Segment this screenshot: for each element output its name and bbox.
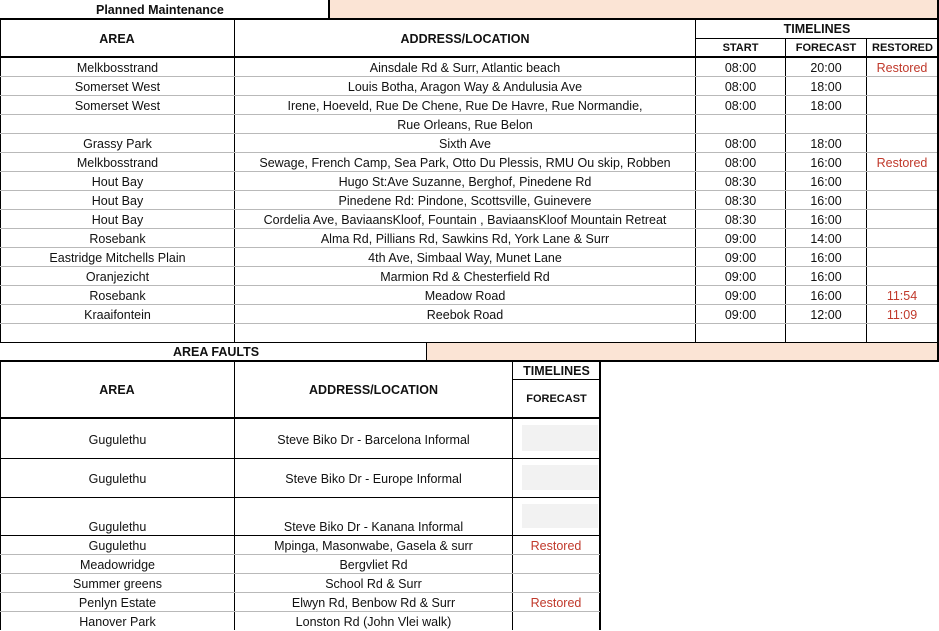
cell-address: Louis Botha, Aragon Way & Andulusia Ave	[347, 79, 583, 94]
cell-restored: Restored	[876, 60, 928, 75]
header-timelines: TIMELINES	[783, 22, 851, 36]
cell-area: Hout Bay	[91, 193, 144, 208]
fault-cell-address: Steve Biko Dr - Europe Informal	[285, 471, 462, 486]
cell-address: Rue Orleans, Rue Belon	[397, 117, 533, 132]
cell-forecast	[786, 115, 866, 134]
cell-forecast: 16:00	[810, 288, 842, 303]
cell-address: Sixth Ave	[439, 136, 491, 151]
fault-cell-address: Steve Biko Dr - Barcelona Informal	[277, 432, 470, 447]
cell-area: Somerset West	[74, 79, 161, 94]
cell-area	[1, 324, 234, 343]
cell-address: Marmion Rd & Chesterfield Rd	[380, 269, 550, 284]
cell-address: Irene, Hoeveld, Rue De Chene, Rue De Havre, Rue Normandie,	[287, 98, 643, 113]
faults-title: AREA FAULTS	[173, 344, 260, 359]
fault-cell-address: Bergvliet Rd	[339, 557, 408, 572]
fault-cell-area: Gugulethu	[88, 471, 147, 486]
planned-title: Planned Maintenance	[96, 2, 224, 17]
faults-header-forecast: FORECAST	[526, 393, 587, 405]
fault-cell-forecast	[513, 612, 599, 631]
cell-start: 09:00	[724, 269, 757, 284]
cell-area: Somerset West	[74, 98, 161, 113]
cell-restored	[867, 115, 937, 134]
cell-start: 08:00	[724, 60, 757, 75]
fault-cell-area: Gugulethu	[88, 432, 147, 447]
fault-cell-forecast	[513, 555, 599, 574]
cell-restored: 11:54	[886, 288, 918, 303]
cell-area: Hout Bay	[91, 212, 144, 227]
cell-start	[696, 324, 785, 343]
cell-restored	[867, 172, 937, 191]
cell-address: Pinedene Rd: Pindone, Scottsville, Guinevere	[338, 193, 592, 208]
fault-cell-address: Elwyn Rd, Benbow Rd & Surr	[291, 595, 456, 610]
cell-start: 08:30	[724, 174, 757, 189]
fault-cell-area: Gugulethu	[88, 538, 147, 553]
fault-cell-forecast	[513, 574, 599, 593]
cell-address	[235, 324, 695, 343]
cell-forecast: 16:00	[810, 212, 842, 227]
cell-forecast: 16:00	[810, 250, 842, 265]
cell-start: 08:30	[724, 193, 757, 208]
forecast-placeholder	[522, 504, 598, 528]
fault-cell-area: Penlyn Estate	[78, 595, 157, 610]
faults-title-fill	[427, 343, 937, 360]
cell-address: Reebok Road	[426, 307, 504, 322]
cell-area: Melkbosstrand	[76, 155, 159, 170]
faults-header-timelines: TIMELINES	[523, 363, 590, 378]
fault-cell-forecast: Restored	[530, 595, 582, 610]
cell-area: Grassy Park	[83, 136, 152, 151]
cell-address: 4th Ave, Simbaal Way, Munet Lane	[368, 250, 562, 265]
forecast-placeholder	[522, 425, 598, 451]
fault-cell-area: Summer greens	[73, 576, 162, 591]
fault-cell-address: Lonston Rd (John Vlei walk)	[295, 614, 452, 629]
forecast-placeholder	[522, 465, 598, 490]
cell-forecast: 16:00	[810, 155, 842, 170]
header-forecast: FORECAST	[795, 42, 857, 54]
cell-restored: Restored	[876, 155, 928, 170]
cell-start	[696, 115, 785, 134]
cell-forecast: 14:00	[810, 231, 842, 246]
fault-cell-forecast: Restored	[530, 538, 582, 553]
fault-cell-area: Gugulethu	[88, 519, 147, 534]
header-start: START	[722, 42, 759, 54]
header-restored: RESTORED	[872, 42, 933, 54]
cell-start: 08:00	[724, 79, 757, 94]
title-fill	[330, 0, 938, 19]
cell-address: Hugo St:Ave Suzanne, Berghof, Pinedene Rd	[338, 174, 592, 189]
cell-restored	[867, 324, 937, 343]
cell-restored	[867, 210, 937, 229]
fault-cell-area: Hanover Park	[79, 614, 156, 629]
cell-restored	[867, 191, 937, 210]
cell-start: 08:00	[724, 136, 757, 151]
cell-start: 09:00	[724, 288, 757, 303]
cell-area: Hout Bay	[91, 174, 144, 189]
faults-header-address: ADDRESS/LOCATION	[309, 383, 438, 397]
cell-area	[1, 115, 234, 134]
cell-restored	[867, 77, 937, 96]
cell-area: Rosebank	[89, 288, 146, 303]
cell-restored	[867, 96, 937, 115]
header-area: AREA	[99, 31, 135, 46]
cell-start: 08:30	[724, 212, 757, 227]
cell-start: 09:00	[724, 307, 757, 322]
cell-address: Cordelia Ave, BaviaansKloof, Fountain , BaviaansKloof Mountain Retreat	[263, 212, 667, 227]
cell-restored	[867, 267, 937, 286]
cell-restored: 11:09	[886, 307, 918, 322]
cell-forecast: 20:00	[810, 60, 842, 75]
cell-forecast: 16:00	[810, 193, 842, 208]
cell-start: 09:00	[724, 231, 757, 246]
cell-forecast: 16:00	[810, 269, 842, 284]
cell-start: 08:00	[724, 98, 757, 113]
cell-area: Kraaifontein	[84, 307, 151, 322]
cell-address: Alma Rd, Pillians Rd, Sawkins Rd, York Lane & Surr	[320, 231, 610, 246]
cell-start: 08:00	[724, 155, 757, 170]
fault-cell-address: Mpinga, Masonwabe, Gasela & surr	[274, 538, 473, 553]
cell-area: Oranjezicht	[85, 269, 150, 284]
cell-restored	[867, 248, 937, 267]
cell-address: Sewage, French Camp, Sea Park, Otto Du Plessis, RMU Ou skip, Robben	[259, 155, 671, 170]
cell-forecast: 12:00	[810, 307, 842, 322]
cell-area: Rosebank	[89, 231, 146, 246]
header-address: ADDRESS/LOCATION	[400, 31, 530, 46]
cell-area: Eastridge Mitchells Plain	[49, 250, 186, 265]
cell-area: Melkbosstrand	[76, 60, 159, 75]
fault-cell-address: Steve Biko Dr - Kanana Informal	[283, 519, 464, 534]
faults-header-area: AREA	[99, 383, 135, 397]
fault-cell-address: School Rd & Surr	[325, 576, 422, 591]
cell-forecast: 18:00	[810, 79, 842, 94]
cell-start: 09:00	[724, 250, 757, 265]
cell-address: Meadow Road	[424, 288, 506, 303]
cell-restored	[867, 134, 937, 153]
cell-forecast: 18:00	[810, 98, 842, 113]
fault-cell-area: Meadowridge	[79, 557, 156, 572]
cell-restored	[867, 229, 937, 248]
cell-forecast: 18:00	[810, 136, 842, 151]
cell-forecast	[786, 324, 866, 343]
cell-forecast: 16:00	[810, 174, 842, 189]
cell-address: Ainsdale Rd & Surr, Atlantic beach	[369, 60, 561, 75]
